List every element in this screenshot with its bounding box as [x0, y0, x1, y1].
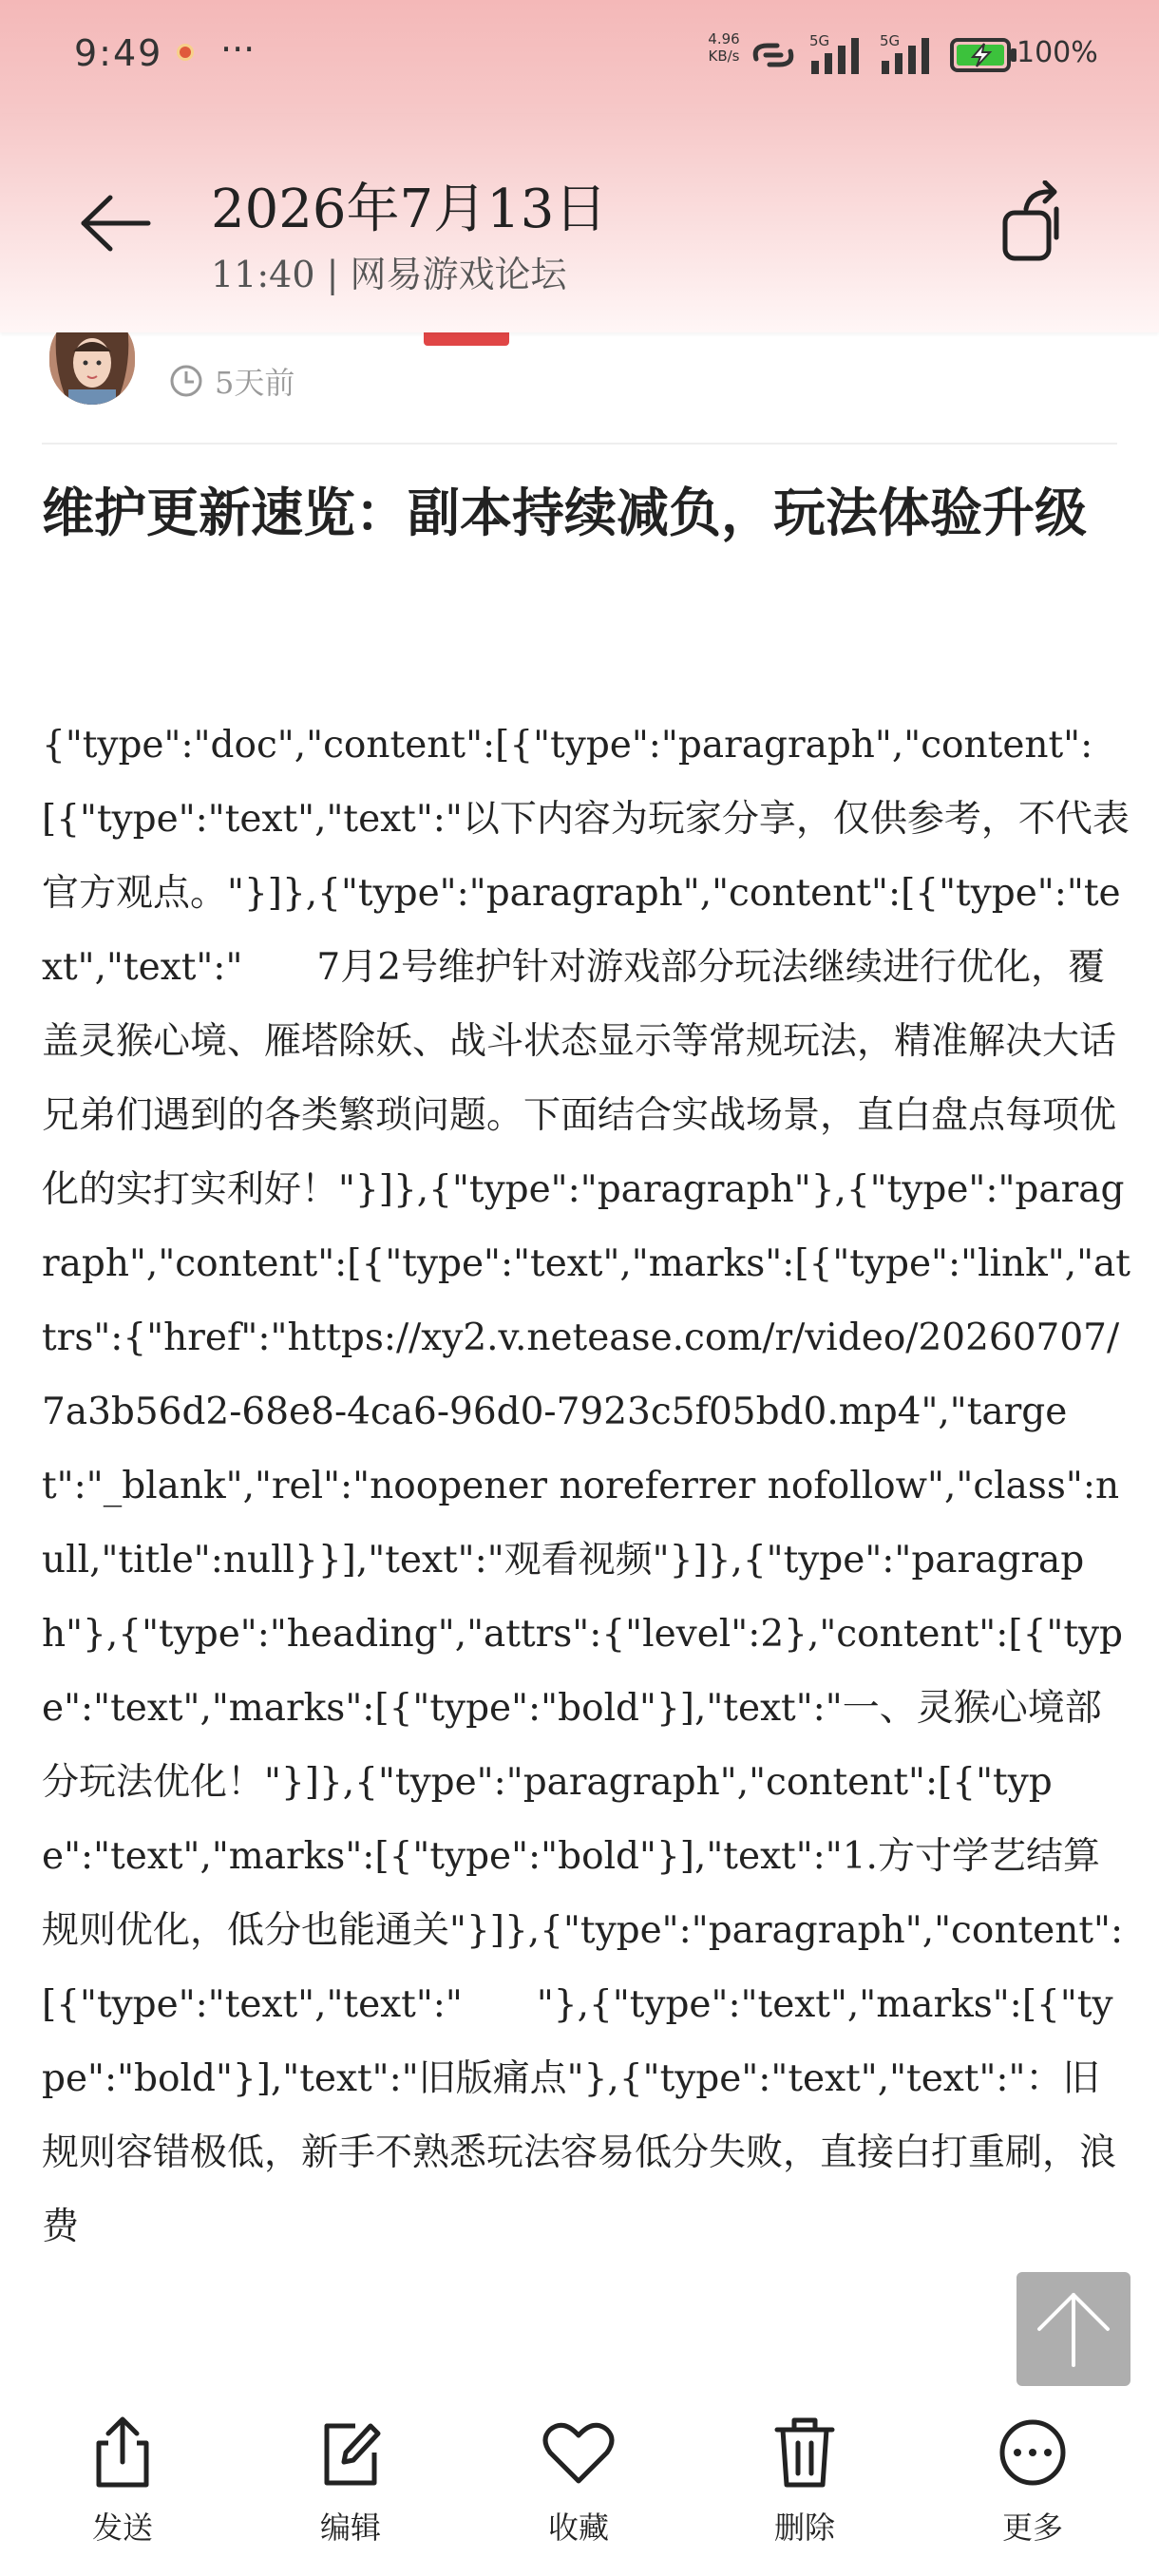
edit-button[interactable]: [279, 2415, 422, 2548]
battery-percentage: 100%: [1016, 36, 1098, 69]
trash-icon: [771, 2415, 838, 2491]
post-body: {"type":"doc","content":[{"type":"paragraph","content":[{"type":"text","text":"以下内容为玩家分享，仅供参考，不代表官方观点。"}]},{"type":"paragraph","content":[{"type":"text","text":" 7月2号维护针对游戏部分玩法继续进行优化，覆盖灵猴心境、雁塔除妖、战斗状态显示等常规玩法，精准解决大话兄弟们遇到的各类繁琐问题。下面结合实战场景，直白盘点每项优化的实打实利好！"}]},{"type":"paragraph"},{"type":"paragraph","content":[{"type":"text","marks":[{"type":"link","attrs":{"href":"https://xy2.v.netease.com/r/video/20260707/7a3b56d2-68e8-4ca6-96d0-7923c5f05bd0.mp4","target":"_blank","rel":"noopener noreferrer nofollow","class":null,"title":null}}],"text":"观看视频"}]},{"type":"paragraph"},{"type":"heading","attrs":{"level":2},"content":[{"type":"text","marks":[{"type":"bold"}],"text":"一、灵猴心境部分玩法优化！"}]},{"type":"paragraph","content":[{"type":"text","marks":[{"type":"bold"}],"text":"1.方寸学艺结算规则优化，低分也能通关"}]},{"type":"paragraph","content":[{"type":"text","text":" "},{"type":"text","marks":[{"type":"bold"}],"text":"旧版痛点"},{"type":"text","text":"：旧规则容错极低，新手不熟悉玩法容易低分失败，直接白打重刷，浪费: [42, 724, 1130, 2248]
more-dots-icon: [995, 2415, 1071, 2491]
heart-icon: [541, 2415, 617, 2491]
scroll-to-top-button[interactable]: [1016, 2272, 1130, 2386]
hotspot-link-icon: [750, 36, 796, 74]
back-button[interactable]: [76, 190, 152, 256]
delete-button[interactable]: [733, 2415, 876, 2548]
divider: [42, 443, 1117, 445]
more-label: 更多: [1001, 2510, 1063, 2546]
arrow-left-icon: [76, 190, 152, 256]
share-button[interactable]: [998, 180, 1074, 266]
arrow-up-icon: [1016, 2272, 1130, 2386]
edit-icon: [317, 2415, 384, 2491]
favorite-label: 收藏: [547, 2510, 609, 2546]
clock-icon: [169, 364, 203, 398]
signal-5g-label: 5G: [809, 32, 830, 49]
more-button[interactable]: [961, 2415, 1104, 2548]
header-date: 2026年7月13日: [211, 179, 608, 240]
bottom-toolbar: [0, 2386, 1159, 2576]
battery-charging-icon: [950, 36, 1018, 74]
notification-app-icon: [177, 44, 194, 61]
post-time-text: 5天前: [215, 365, 295, 401]
status-bar: [0, 0, 1159, 114]
status-more-icon: ···: [220, 28, 256, 70]
status-time: 9:49: [74, 32, 163, 74]
delete-label: 删除: [773, 2510, 835, 2546]
network-speed: [700, 30, 748, 65]
status-icons: [750, 32, 1018, 74]
post-time: [169, 359, 294, 403]
rotate-share-icon: [998, 180, 1074, 266]
share-upload-icon: [89, 2415, 156, 2491]
send-button[interactable]: [51, 2415, 194, 2548]
send-label: 发送: [91, 2510, 153, 2546]
signal-5g-2: [880, 34, 937, 74]
signal-5g-label: 5G: [880, 32, 901, 49]
favorite-button[interactable]: [507, 2415, 650, 2548]
network-speed-unit: KB/s: [708, 47, 740, 65]
post-title: 维护更新速览：副本持续减负，玩法体验升级: [42, 482, 1088, 543]
network-speed-value: 4.96: [708, 30, 740, 47]
signal-5g-1: [809, 34, 866, 74]
header-subtitle: 11:40 | 网易游戏论坛: [211, 254, 567, 295]
edit-label: 编辑: [319, 2510, 381, 2546]
